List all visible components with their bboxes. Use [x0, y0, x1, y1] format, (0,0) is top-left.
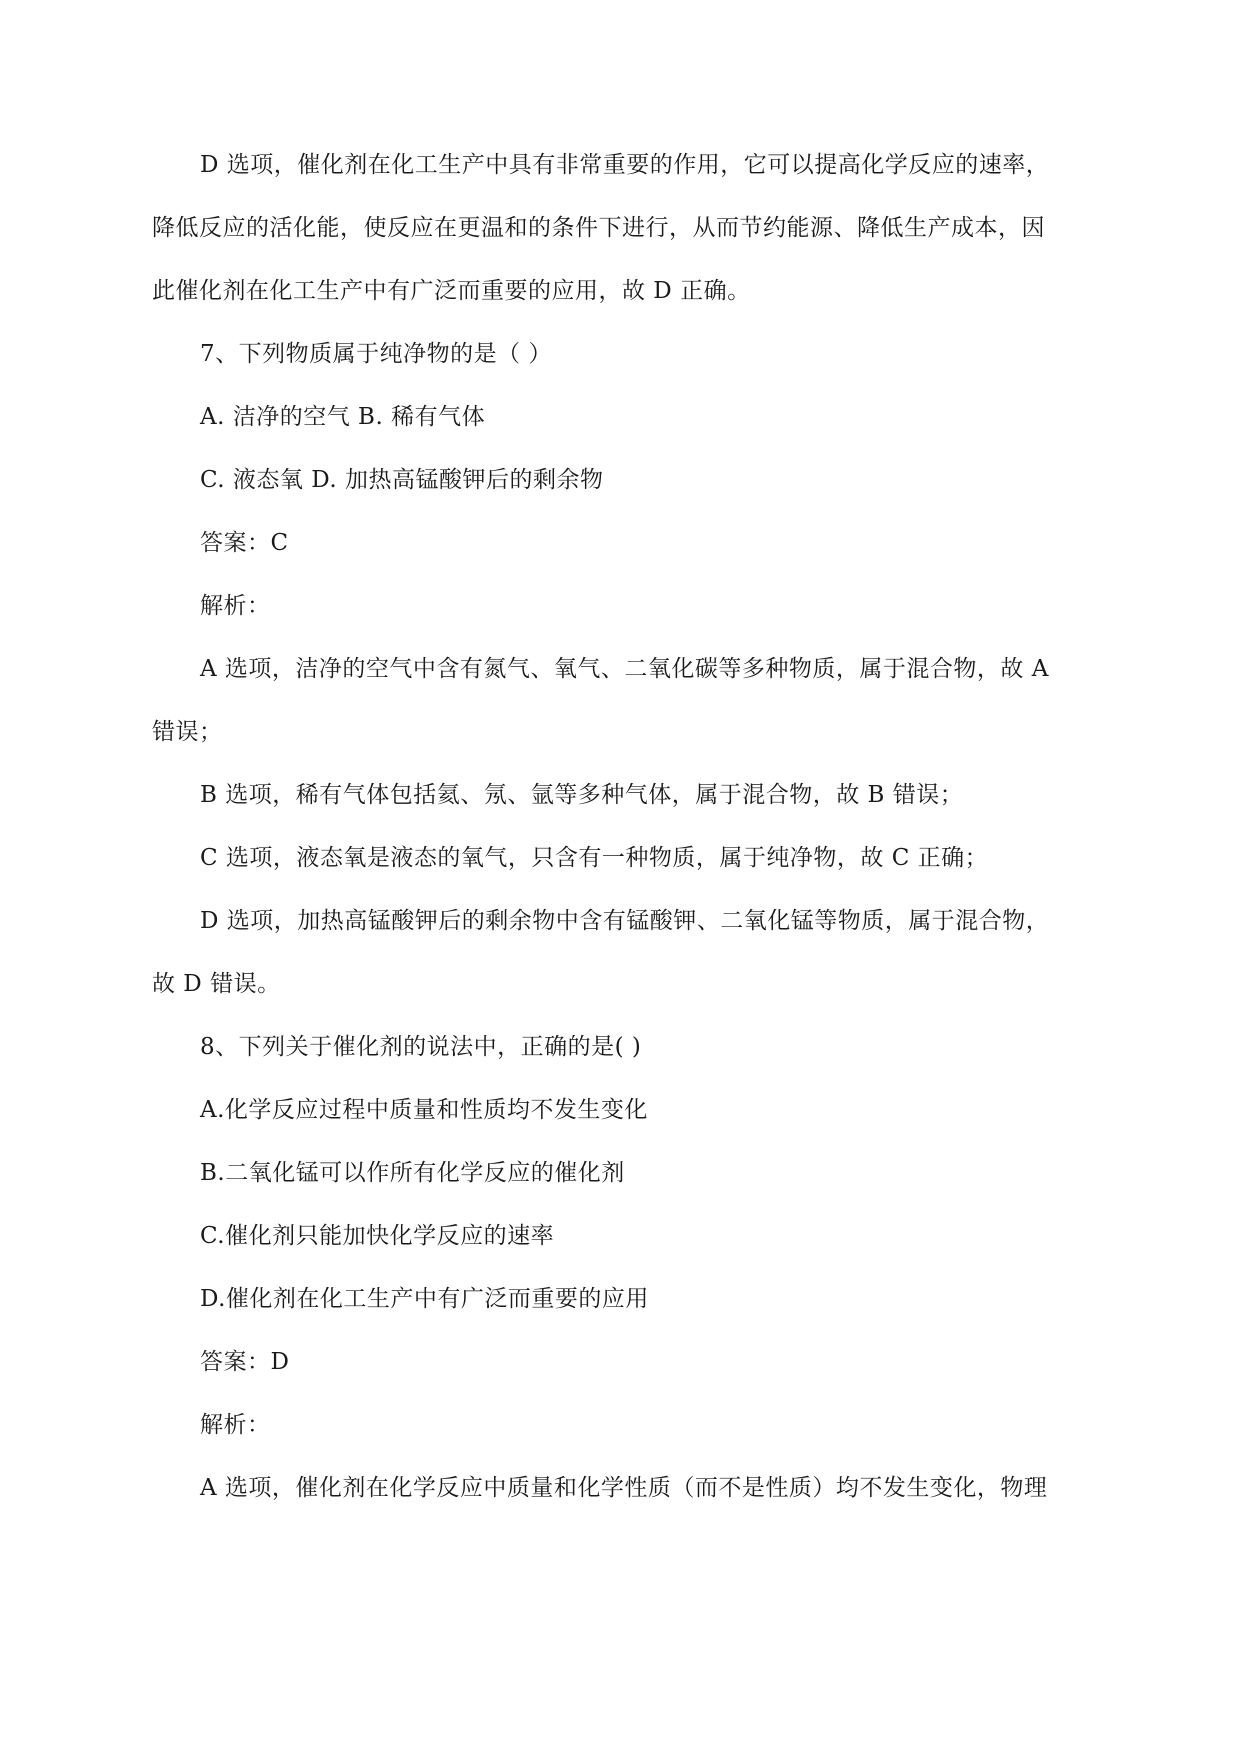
question-7-answer: 答案：C: [200, 530, 289, 556]
analysis-option-a-continuation: 错误；: [152, 719, 223, 745]
analysis-option-a: A 选项，催化剂在化学反应中质量和化学性质（而不是性质）均不发生变化，物理: [200, 1475, 1048, 1501]
paragraph-continuation: 此催化剂在化工生产中有广泛而重要的应用，故 D 正确。: [152, 278, 751, 304]
question-8-option-a: A.化学反应过程中质量和性质均不发生变化: [200, 1097, 648, 1123]
analysis-heading: 解析：: [200, 593, 271, 619]
analysis-heading: 解析：: [200, 1412, 271, 1438]
question-7-options-ab: A. 洁净的空气 B. 稀有气体: [200, 404, 486, 430]
question-8-option-d: D.催化剂在化工生产中有广泛而重要的应用: [200, 1286, 649, 1312]
paragraph-option-d-explanation: D 选项，催化剂在化工生产中具有非常重要的作用，它可以提高化学反应的速率，: [200, 152, 1050, 178]
question-7-stem: 7、下列物质属于纯净物的是（ ）: [200, 341, 552, 367]
paragraph-continuation: 降低反应的活化能，使反应在更温和的条件下进行，从而节约能源、降低生产成本，因: [152, 215, 1045, 241]
analysis-option-c: C 选项，液态氧是液态的氧气，只含有一种物质，属于纯净物，故 C 正确；: [200, 845, 989, 871]
analysis-option-d: D 选项，加热高锰酸钾后的剩余物中含有锰酸钾、二氧化锰等物质，属于混合物，: [200, 908, 1050, 934]
analysis-option-d-continuation: 故 D 错误。: [152, 971, 281, 997]
question-8-stem: 8、下列关于催化剂的说法中，正确的是( ): [200, 1034, 642, 1060]
analysis-option-b: B 选项，稀有气体包括氦、氖、氩等多种气体，属于混合物，故 B 错误；: [200, 782, 964, 808]
question-7-options-cd: C. 液态氧 D. 加热高锰酸钾后的剩余物: [200, 467, 604, 493]
question-8-option-b: B.二氧化锰可以作所有化学反应的催化剂: [200, 1160, 625, 1186]
analysis-option-a: A 选项，洁净的空气中含有氮气、氧气、二氧化碳等多种物质，属于混合物，故 A: [200, 656, 1049, 682]
question-8-option-c: C.催化剂只能加快化学反应的速率: [200, 1223, 555, 1249]
question-8-answer: 答案：D: [200, 1349, 290, 1375]
